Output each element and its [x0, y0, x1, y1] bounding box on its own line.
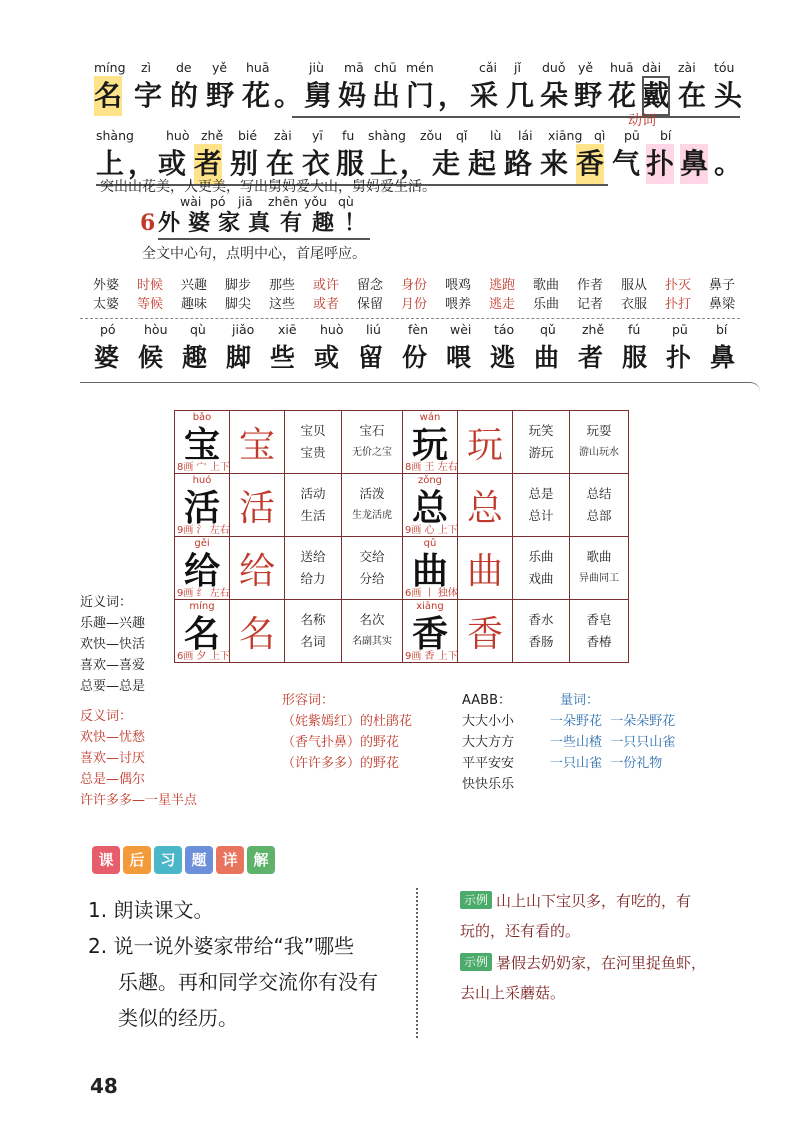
pinyin: jiǎo — [232, 322, 255, 337]
hanzi: 走 — [432, 147, 461, 180]
word-cell: 玩笑 游玩 — [513, 411, 570, 474]
char-cell: wán 玩 8画 王 左右 — [403, 411, 458, 474]
hanzi: ， — [438, 79, 467, 112]
word-cell: 总是 总计 — [513, 474, 570, 537]
hanzi: 妈 — [338, 79, 367, 112]
divider — [80, 382, 760, 393]
pinyin: qǔ — [540, 322, 556, 337]
character-table — [174, 410, 629, 663]
word-pair: 外婆 太婆 — [92, 278, 119, 312]
pinyin: fèn — [408, 322, 429, 337]
hanzi: 名 — [94, 76, 122, 116]
pinyin: shàng — [96, 128, 134, 143]
char-cell: xiāng 香 9画 香 上下 — [403, 600, 458, 663]
pinyin: pū — [624, 128, 640, 143]
pinyin: pó — [100, 322, 116, 337]
verb-note: 动词 — [628, 113, 656, 129]
word-cell: 总结 总部 — [570, 474, 629, 537]
example-2: 示例 暑假去奶奶家，在河里捉鱼虾， 去山上采蘑菇。 — [460, 954, 707, 1002]
line2-note: 突出山花美，人更美，写出舅妈爱大山，舅妈爱生活。 — [100, 179, 436, 195]
line1-hanzi — [86, 76, 766, 116]
char-cell: míng 名 6画 夕 上下 — [175, 600, 230, 663]
underline — [158, 238, 370, 240]
word-cell: 交给 分给 — [342, 537, 403, 600]
pinyin: chū — [374, 60, 397, 75]
pinyin: tóu — [714, 60, 735, 75]
pinyin: shàng — [368, 128, 406, 143]
word-pair: 兴趣 趣味 — [180, 278, 207, 312]
hanzi: 出 — [372, 79, 401, 112]
hanzi: 气 — [612, 147, 641, 180]
hanzi: 上 — [370, 147, 399, 180]
hanzi: 扑 — [666, 343, 692, 372]
word-cell: 活泼 生龙活虎 — [342, 474, 403, 537]
char-cell: qǔ 曲 6画 丨 独体 — [403, 537, 458, 600]
pinyin: duǒ — [542, 60, 566, 75]
pinyin: mā — [344, 60, 364, 75]
pinyin: qì — [594, 128, 606, 143]
pinyin: míng — [94, 60, 126, 75]
hanzi: 留 — [358, 343, 384, 372]
word-pair: 脚步 脚尖 — [224, 278, 251, 312]
hanzi: 或 — [314, 343, 340, 372]
word-pair: 或许 或者 — [312, 278, 339, 312]
example-tag: 示例 — [460, 953, 492, 971]
pinyin: huā — [246, 60, 270, 75]
pinyin: jiù — [309, 60, 324, 75]
hanzi: 者 — [578, 343, 604, 372]
pinyin: xiāng — [548, 128, 583, 143]
word-pair: 扑灭 扑打 — [664, 278, 691, 312]
pinyin: zǒu — [420, 128, 443, 143]
pinyin: zhě — [582, 322, 605, 337]
hanzi: 或 — [158, 147, 187, 180]
word-cell: 歌曲 异曲同工 — [570, 537, 629, 600]
hanzi: 婆 — [188, 210, 211, 236]
title-note: 全文中心句，点明中心，首尾呼应。 — [142, 246, 366, 262]
pinyin: jǐ — [514, 60, 521, 75]
hanzi-boxed: 戴 — [642, 76, 670, 116]
title-number: 6 — [140, 210, 156, 236]
hanzi: 几 — [506, 79, 535, 112]
pinyin: zhēn — [268, 194, 299, 209]
word-cell: 香皂 香椿 — [570, 600, 629, 663]
word-cell: 送给 给力 — [285, 537, 342, 600]
pinyin: huò — [166, 128, 190, 143]
hanzi: 野 — [206, 79, 235, 112]
hanzi: 服 — [336, 147, 365, 180]
hanzi: 者 — [194, 144, 222, 184]
word-cell: 名次 名副其实 — [342, 600, 403, 663]
pinyin: zài — [274, 128, 292, 143]
hanzi: 采 — [470, 79, 499, 112]
hanzi: 舅 — [304, 79, 333, 112]
underline — [292, 116, 740, 118]
hanzi: 在 — [266, 147, 295, 180]
hanzi: 候 — [138, 343, 164, 372]
pinyin: mén — [406, 60, 434, 75]
banner-char: 题 — [185, 846, 213, 874]
pinyin: huā — [610, 60, 634, 75]
table-row — [175, 537, 629, 600]
hanzi: 起 — [468, 147, 497, 180]
pinyin: jiā — [238, 194, 253, 209]
pinyin: huò — [320, 322, 344, 337]
trace-cell: 玩 — [458, 411, 513, 474]
hanzi: 些 — [270, 343, 296, 372]
hanzi: ， — [128, 147, 157, 180]
title-hanzi — [158, 208, 800, 248]
hanzi: 在 — [678, 79, 707, 112]
hanzi: ， — [400, 147, 429, 180]
hanzi: 曲 — [534, 343, 560, 372]
word-pair: 身份 月份 — [400, 278, 427, 312]
example-1: 示例 山上山下宝贝多，有吃的，有 玩的，还有看的。 — [460, 892, 692, 940]
pinyin: yǒu — [304, 194, 327, 209]
trace-cell: 宝 — [230, 411, 285, 474]
hanzi: 野 — [574, 79, 603, 112]
pinyin: pó — [210, 194, 226, 209]
word-cell: 活动 生活 — [285, 474, 342, 537]
hanzi: 趣 — [312, 210, 335, 236]
banner-char: 课 — [92, 846, 120, 874]
example-tag: 示例 — [460, 891, 492, 909]
pinyin: qù — [338, 194, 354, 209]
char-cell: zǒng 总 9画 心 上下 — [403, 474, 458, 537]
antonyms: 反义词： 欢快—忧愁 喜欢—讨厌 总是—偶尔 许许多多—一星半点 — [80, 709, 198, 808]
hanzi: ！ — [344, 210, 367, 236]
word-pair: 歌曲 乐曲 — [532, 278, 559, 312]
hanzi: 份 — [402, 343, 428, 372]
word-pair: 作者 记者 — [576, 278, 603, 312]
pinyin: bié — [238, 128, 258, 143]
hanzi: 喂 — [446, 343, 472, 372]
hanzi: 香 — [576, 144, 604, 184]
page-number: 48 — [90, 1074, 118, 1098]
pinyin: de — [176, 60, 192, 75]
hanzi: 。 — [714, 147, 743, 180]
pinyin: wài — [180, 194, 202, 209]
banner-char: 详 — [216, 846, 244, 874]
word-pair: 那些 这些 — [268, 278, 295, 312]
hanzi: 来 — [540, 147, 569, 180]
trace-cell: 总 — [458, 474, 513, 537]
table-row — [175, 474, 629, 537]
hanzi: 门 — [406, 79, 435, 112]
hanzi: 路 — [504, 147, 533, 180]
hanzi: 。 — [274, 79, 303, 112]
hanzi: 趣 — [182, 343, 208, 372]
word-cell: 宝石 无价之宝 — [342, 411, 403, 474]
word-cell: 香水 香肠 — [513, 600, 570, 663]
word-pair: 留念 保留 — [356, 278, 383, 312]
trace-cell: 活 — [230, 474, 285, 537]
pinyin: xiē — [278, 322, 297, 337]
hanzi: 头 — [714, 79, 743, 112]
hanzi: 衣 — [302, 147, 331, 180]
hanzi: 别 — [230, 147, 259, 180]
hanzi: 的 — [170, 79, 199, 112]
hanzi: 有 — [280, 210, 303, 236]
table-row — [175, 411, 629, 474]
hanzi: 逃 — [490, 343, 516, 372]
pinyin: zhě — [201, 128, 224, 143]
hanzi: 花 — [242, 79, 271, 112]
hanzi: 上 — [96, 147, 125, 180]
hanzi: 服 — [622, 343, 648, 372]
exercise-banner — [92, 846, 275, 874]
hanzi: 朵 — [540, 79, 569, 112]
pinyin: hòu — [144, 322, 168, 337]
pinyin: yě — [578, 60, 594, 75]
pinyin: cǎi — [479, 60, 498, 75]
hanzi: 花 — [608, 79, 637, 112]
pinyin: pū — [672, 322, 688, 337]
hanzi: 脚 — [226, 343, 252, 372]
pinyin: wèi — [450, 322, 472, 337]
word-cell: 宝贝 宝贵 — [285, 411, 342, 474]
hanzi: 真 — [248, 210, 271, 236]
char-cell: gěi 给 9画 纟 左右 — [175, 537, 230, 600]
banner-char: 后 — [123, 846, 151, 874]
word-pair: 鼻子 鼻梁 — [708, 278, 735, 312]
synonyms: 近义词： 乐趣—兴趣 欢快—快活 喜欢—喜爱 总要—总是 — [80, 595, 146, 694]
question-1: 1. 朗读课文。 — [88, 898, 214, 922]
pinyin: lù — [490, 128, 502, 143]
pinyin: zài — [678, 60, 696, 75]
pinyin: qù — [190, 322, 206, 337]
pinyin: táo — [494, 322, 515, 337]
word-cell: 玩耍 游山玩水 — [570, 411, 629, 474]
word-cell: 名称 名词 — [285, 600, 342, 663]
pinyin: bí — [660, 128, 672, 143]
pinyin: yě — [212, 60, 228, 75]
banner-char: 习 — [154, 846, 182, 874]
divider — [80, 318, 740, 319]
pinyin: fu — [342, 128, 355, 143]
trace-cell: 名 — [230, 600, 285, 663]
pinyin: bí — [716, 322, 728, 337]
question-2: 2. 说一说外婆家带给“我”哪些 乐趣。再和同学交流你有没有 类似的经历。 — [88, 934, 378, 1030]
adjectives: 形容词： （姹紫嫣红）的杜鹃花 （香气扑鼻）的野花 （许许多多）的野花 — [282, 693, 413, 771]
hanzi: 外 — [158, 210, 181, 236]
trace-cell: 香 — [458, 600, 513, 663]
table-row — [175, 600, 629, 663]
hanzi: 字 — [134, 79, 163, 112]
trace-cell: 给 — [230, 537, 285, 600]
word-pair: 喂鸡 喂养 — [444, 278, 471, 312]
word-pair: 时候 等候 — [136, 278, 163, 312]
hanzi: 鼻 — [680, 144, 708, 184]
char-cell: huó 活 9画 氵 左右 — [175, 474, 230, 537]
pinyin: qǐ — [456, 128, 468, 143]
hanzi: 婆 — [94, 343, 120, 372]
pinyin: liú — [366, 322, 381, 337]
banner-char: 解 — [247, 846, 275, 874]
word-cell: 乐曲 戏曲 — [513, 537, 570, 600]
hanzi: 家 — [218, 210, 241, 236]
measure-words: 量词： 一朵野花 一朵朵野花 一些山楂 一只只山雀 一只山雀 一份礼物 — [550, 693, 676, 771]
pinyin: zì — [141, 60, 152, 75]
word-pair: 逃跑 逃走 — [488, 278, 515, 312]
pinyin: lái — [518, 128, 533, 143]
pinyin: yī — [312, 128, 323, 143]
trace-cell: 曲 — [458, 537, 513, 600]
char-cell: bǎo 宝 8画 宀 上下 — [175, 411, 230, 474]
word-pair: 服从 衣服 — [620, 278, 647, 312]
aabb-words: AABB： 大大小小 大大方方 平平安安 快快乐乐 — [462, 693, 515, 792]
pinyin: fú — [628, 322, 641, 337]
hanzi: 扑 — [646, 144, 674, 184]
hanzi: 鼻 — [710, 343, 736, 372]
column-divider — [416, 888, 418, 1038]
pinyin: dài — [642, 60, 662, 75]
